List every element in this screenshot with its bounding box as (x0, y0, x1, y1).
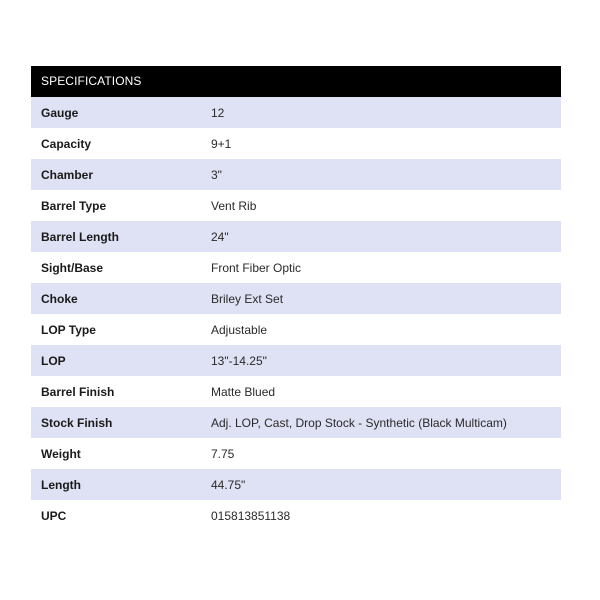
spec-row-chamber (31, 159, 561, 190)
spec-row-choke (31, 283, 561, 314)
spec-row-sight-base (31, 252, 561, 283)
spec-value: 13"-14.25" (211, 353, 267, 368)
spec-row-length (31, 469, 561, 500)
spec-value: 9+1 (211, 136, 232, 151)
spec-label: UPC (41, 508, 67, 523)
spec-label: LOP (41, 353, 66, 368)
spec-value: 7.75 (211, 446, 235, 461)
spec-value: 24" (211, 229, 229, 244)
spec-value: Briley Ext Set (211, 291, 284, 306)
spec-label: Barrel Type (41, 198, 107, 213)
spec-row-upc (31, 500, 561, 531)
spec-label: Barrel Finish (41, 384, 115, 399)
specifications-table (31, 66, 561, 531)
spec-label: Weight (41, 446, 81, 461)
spec-value: 12 (211, 105, 225, 120)
spec-row-barrel-finish (31, 376, 561, 407)
spec-label: Length (41, 477, 81, 492)
spec-label: Choke (41, 291, 78, 306)
spec-row-capacity (31, 128, 561, 159)
spec-value: Vent Rib (211, 198, 257, 213)
spec-row-lop (31, 345, 561, 376)
spec-row-gauge (31, 97, 561, 128)
spec-value: 44.75" (211, 477, 246, 492)
spec-label: Sight/Base (41, 260, 104, 275)
spec-label: Stock Finish (41, 415, 113, 430)
spec-label: Gauge (41, 105, 79, 120)
spec-label: LOP Type (41, 322, 96, 337)
spec-value: Front Fiber Optic (211, 260, 302, 275)
spec-row-barrel-length (31, 221, 561, 252)
spec-label: Capacity (41, 136, 92, 151)
spec-value: Adj. LOP, Cast, Drop Stock - Synthetic (Black Multicam) (211, 415, 507, 430)
spec-row-lop-type (31, 314, 561, 345)
spec-row-weight (31, 438, 561, 469)
spec-row-barrel-type (31, 190, 561, 221)
spec-label: Chamber (41, 167, 94, 182)
spec-value: Adjustable (211, 322, 268, 337)
spec-label: Barrel Length (41, 229, 120, 244)
spec-value: 3" (211, 167, 222, 182)
specifications-header: SPECIFICATIONS (31, 66, 561, 97)
spec-value: 015813851138 (211, 508, 291, 523)
spec-row-stock-finish (31, 407, 561, 438)
spec-value: Matte Blued (211, 384, 276, 399)
